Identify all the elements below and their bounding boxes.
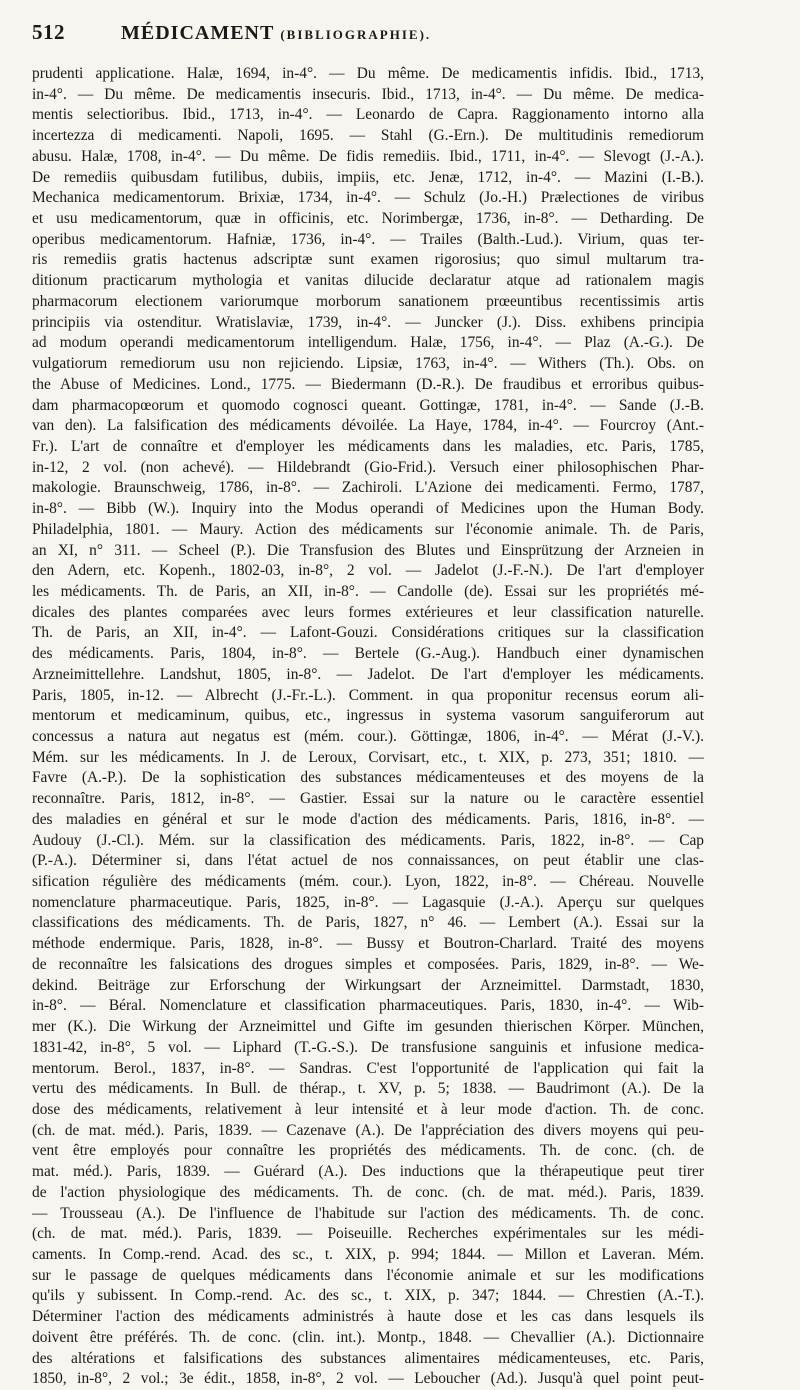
text-line: in-8°. — Béral. Nomenclature et classification pharmaceutiques. Paris, 1830, in-4°. — Wib- (32, 997, 704, 1015)
text-line: dose des médicaments, relativement à leur intensité et à leur mode d'action. Th. de conc. (32, 1100, 704, 1118)
text-line: operibus medicamentorum. Hafniæ, 1736, in-4°. — Trailes (Balth.-Lud.). Virium, quas ter- (32, 230, 704, 248)
text-line: principiis via ostenditur. Wratislaviæ, 1739, in-4°. — Juncker (J.). Diss. exhibens principia (32, 313, 704, 331)
text-line: ris remediis gratis hactenus adscriptæ sunt examen rigorosius; quo simul multarum tra- (32, 251, 704, 269)
text-line: makologie. Braunschweig, 1786, in-8°. — Zachiroli. L'Azione dei medicamenti. Fermo, 1787, (32, 479, 704, 497)
text-line: mer (K.). Die Wirkung der Arzneimittel und Gifte im gesunden thierischen Körper. München, (32, 1018, 704, 1036)
text-line: Audouy (J.-Cl.). Mém. sur la classification des médicaments. Paris, 1822, in-8°. — Cap (32, 831, 704, 849)
text-line: et usu medicamentorum, quæ in officinis, etc. Norimbergæ, 1736, in-8°. — Detharding. De (32, 210, 704, 228)
text-line: mentis selectioribus. Ibid., 1713, in-4°. — Leonardo de Capra. Raggionamento intorno alla (32, 106, 704, 124)
text-line: doivent être préférés. Th. de conc. (clin. int.). Montp., 1848. — Chevallier (A.). Dictionnaire (32, 1328, 704, 1346)
text-line: mentorum. Berol., 1837, in-8°. — Sandras. C'est l'opportunité de l'application qui fait la (32, 1059, 704, 1077)
text-line: qu'ils y subissent. In Comp.-rend. Ac. des sc., t. XIX, p. 347; 1844. — Chrestien (A.-T.). (32, 1287, 704, 1305)
text-line: van den). La falsification des médicaments dévoilée. La Haye, 1784, in-4°. — Fourcroy (Ant.- (32, 417, 704, 435)
text-line: — Trousseau (A.). De l'influence de l'habitude sur l'action des médicaments. Th. de conc. (32, 1204, 704, 1222)
text-line: des altérations et falsifications des substances alimentaires médicamenteuses, etc. Paris, (32, 1349, 704, 1367)
text-line: abusu. Halæ, 1708, in-4°. — Du même. De fidis remediis. Ibid., 1711, in-4°. — Slevogt (J.-A.). (32, 147, 704, 165)
text-line: de reconnaître les falsications des drogues simples et composées. Paris, 1829, in-8°. — We- (32, 955, 704, 973)
text-line: Paris, 1805, in-12. — Albrecht (J.-Fr.-L.). Comment. in qua proponitur recensus eorum ali- (32, 686, 704, 704)
text-line: the Abuse of Medicines. Lond., 1775. — Biedermann (D.-R.). De fraudibus et erroribus quibus- (32, 375, 704, 393)
text-line: sur le passage de quelques médicaments dans l'économie animale et sur les modifications (32, 1266, 704, 1284)
text-line: Th. de Paris, an XII, in-4°. — Lafont-Gouzi. Considérations critiques sur la classification (32, 624, 704, 642)
text-line: vertu des médicaments. In Bull. de thérap., t. XV, p. 5; 1838. — Baudrimont (A.). De la (32, 1080, 704, 1098)
text-line: Fr.). L'art de connaître et d'employer les médicaments dans les maladies, etc. Paris, 1785, (32, 437, 704, 455)
text-line: reconnaître. Paris, 1812, in-8°. — Gastier. Essai sur la nature ou le caractère essentiel (32, 790, 704, 808)
text-line: 1831-42, in-8°, 5 vol. — Liphard (T.-G.-S.). De transfusione sanguinis et infusione medica- (32, 1038, 704, 1056)
text-line: (ch. de mat. méd.). Paris, 1839. — Cazenave (A.). De l'appréciation des divers moyens qui peu- (32, 1121, 704, 1139)
text-line: Mém. sur les médicaments. In J. de Leroux, Corvisart, etc., t. XIX, p. 273, 351; 1810. — (32, 748, 704, 766)
text-line: nomenclature pharmaceutique. Paris, 1825, in-8°. — Lagasquie (J.-A.). Aperçu sur quelques (32, 893, 704, 911)
text-line: Favre (A.-P.). De la sophistication des substances médicamenteuses et des moyens de la (32, 769, 704, 787)
page-number: 512 (32, 20, 65, 44)
text-line: in-12, 2 vol. (non achevé). — Hildebrandt (Gio-Frid.). Versuch einer philosophischen Phar- (32, 458, 704, 476)
text-line: méthode endermique. Paris, 1828, in-8°. — Bussy et Boutron-Charlard. Traité des moyens (32, 935, 704, 953)
running-subtitle: (BIBLIOGRAPHIE). (280, 27, 432, 42)
text-line: incertezza di medicamenti. Napoli, 1695. — Stahl (G.-Ern.). De multitudinis remediorum (32, 127, 704, 145)
text-line: sification régulière des médicaments (mém. cour.). Lyon, 1822, in-8°. — Chéreau. Nouvelle (32, 873, 704, 891)
text-line: vent être employés pour connaître les propriétés des médicaments. Th. de conc. (ch. de (32, 1142, 704, 1160)
bibliography-text (32, 64, 704, 1390)
text-line: caments. In Comp.-rend. Acad. des sc., t. XIX, p. 994; 1844. — Millon et Laveran. Mém. (32, 1245, 704, 1263)
text-line: dicales des plantes comparées avec leurs formes extérieures et leur classification naturelle. (32, 603, 704, 621)
running-title: MÉDICAMENT (121, 22, 275, 44)
text-line: Philadelphia, 1801. — Maury. Action des médicaments sur l'économie animale. Th. de Paris, (32, 520, 704, 538)
text-line: dam pharmacopœorum et quomodo cognosci queant. Gottingæ, 1781, in-4°. — Sande (J.-B. (32, 396, 704, 414)
text-line: in-8°. — Bibb (W.). Inquiry into the Modus operandi of Medicines upon the Human Body. (32, 500, 704, 518)
text-line: 1850, in-8°, 2 vol.; 3e édit., 1858, in-8°, 2 vol. — Leboucher (Ad.). Jusqu'à quel point peut- (32, 1370, 704, 1388)
text-line: prudenti applicatione. Halæ, 1694, in-4°. — Du même. De medicamentis infidis. Ibid., 1713, (32, 65, 704, 82)
text-line: pharmacorum electionem variorumque morborum sanationem prœeuntibus recentissimis artis (32, 292, 704, 310)
text-line: de l'action physiologique des médicaments. Th. de conc. (ch. de mat. méd.). Paris, 1839. (32, 1183, 704, 1201)
text-line: den Adern, etc. Kopenh., 1802-03, in-8°, 2 vol. — Jadelot (J.-F.-N.). De l'art d'employer (32, 562, 704, 580)
text-line: Déterminer l'action des médicaments administrés à haute dose et les cas dans lesquels ils (32, 1308, 704, 1326)
text-line: Arzneimittellehre. Landshut, 1805, in-8°. — Jadelot. De l'art d'employer les médicaments. (32, 665, 704, 683)
text-line: (P.-A.). Déterminer si, dans l'état actuel de nos connaissances, on peut établir une clas- (32, 852, 704, 870)
text-line: in-4°. — Du même. De medicamentis insecuris. Ibid., 1713, in-4°. — Du même. De medica- (32, 85, 704, 103)
text-line: concessus a natura aut negatus est (mém. cour.). Göttingæ, 1806, in-4°. — Mérat (J.-V.). (32, 728, 704, 745)
text-line: classifications des médicaments. Th. de Paris, 1827, n° 46. — Lembert (A.). Essai sur la (32, 914, 704, 932)
text-line: ditionum practicarum mythologia et vanitas dilucide declaratur atque ad rationalem magis (32, 272, 704, 290)
text-line: des médicaments. Paris, 1804, in-8°. — Bertele (G.-Aug.). Handbuch einer dynamischen (32, 645, 704, 663)
text-line: De remediis quibusdam futilibus, dubiis, impiis, etc. Jenæ, 1712, in-4°. — Mazini (I.-B.). (32, 168, 704, 186)
text-line: mat. méd.). Paris, 1839. — Guérard (A.). Des inductions que la thérapeutique peut tirer (32, 1163, 704, 1181)
text-line: vulgatiorum remediorum usu non rejiciendo. Lipsiæ, 1763, in-4°. — Withers (Th.). Obs. on (32, 355, 704, 373)
running-header (32, 20, 704, 56)
text-line: (ch. de mat. méd.). Paris, 1839. — Poiseuille. Recherches expérimentales sur les médi- (32, 1225, 704, 1243)
text-line: mentorum et medicaminum, quibus, etc., ingressus in systema vasorum sanguiferorum aut (32, 707, 704, 725)
text-line: dekind. Beiträge zur Erforschung der Wirkungsart der Arzneimittel. Darmstadt, 1830, (32, 976, 704, 994)
text-line: Mechanica medicamentorum. Brixiæ, 1734, in-4°. — Schulz (Jo.-H.) Prælectiones de viribus (32, 189, 704, 207)
text-line: an XI, n° 311. — Scheel (P.). Die Transfusion des Blutes und Einsprützung der Arzneien in (32, 541, 704, 559)
text-line: ad modum operandi medicamentorum intelligendum. Halæ, 1756, in-4°. — Plaz (A.-G.). De (32, 334, 704, 352)
text-line: des maladies en général et sur le mode d'action des médicaments. Paris, 1816, in-8°. — (32, 810, 704, 828)
text-line: les médicaments. Th. de Paris, an XII, in-8°. — Candolle (de). Essai sur les propriétés mé- (32, 582, 704, 600)
